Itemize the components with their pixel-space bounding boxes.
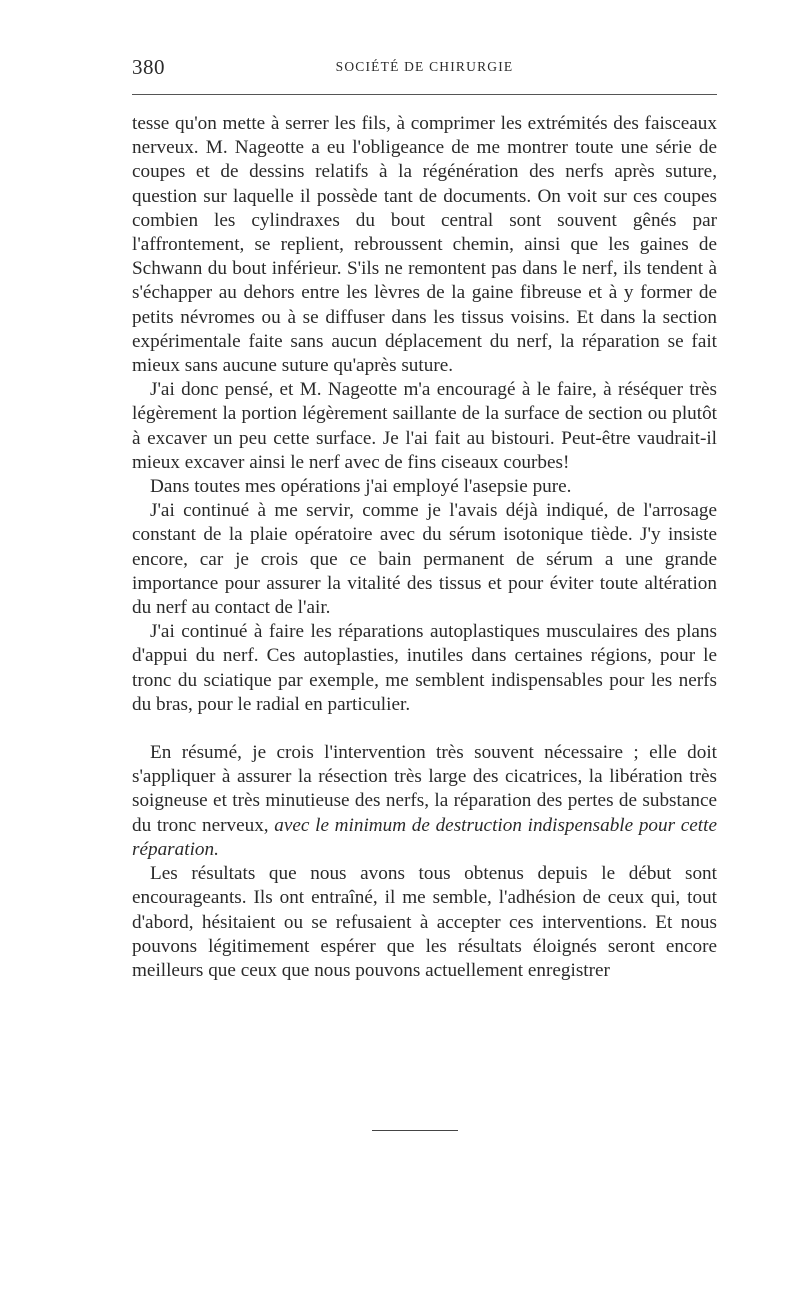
paragraph-6-italic: avec le minimum de destruction indispensable pour cette réparation.	[132, 814, 717, 860]
running-head: SOCIÉTÉ DE CHIRURGIE	[335, 59, 514, 74]
paragraph-4: J'ai continué à me servir, comme je l'avais déjà indiqué, de l'arrosage constant de la plaie opératoire avec du sérum isotonique tiède. J'y insiste encore, car je crois que ce bain permanent de sérum a une grande importance pour assurer la vitalité des tissus et pour éviter toute altération du nerf au contact de l'air.	[132, 500, 717, 619]
paragraph-6-text: En résumé, je crois l'intervention très souvent nécessaire ; elle doit s'appliquer à assurer la résection très large des cicatrices, la libération très soigneuse et très minutieuse des nerfs, la réparation des pertes de substance du tronc nerveux,	[132, 742, 717, 836]
paragraph-2: J'ai donc pensé, et M. Nageotte m'a encouragé à le faire, à réséquer très légèrement la portion légèrement saillante de la surface de section ou plutôt à excaver un peu cette surface. Je l'ai fait au bistouri. Peut-être vaudrait-il mieux excaver ainsi le nerf avec de fins ciseaux courbes!	[132, 379, 717, 473]
body-text	[132, 112, 717, 983]
document-page	[132, 52, 717, 1252]
paragraph-7: Les résultats que nous avons tous obtenus depuis le début sont encourageants. Ils ont entraîné, il me semble, l'adhésion de ceux qui, tout d'abord, hésitaient ou se refusaient à accepter ces interventions. Et nous pouvons légitimement espérer que les résultats éloignés seront encore meilleurs que ceux que nous pouvons actuellement enregistrer	[132, 863, 717, 981]
paragraph-5: J'ai continué à faire les réparations autoplastiques musculaires des plans d'appui du nerf. Ces autoplasties, inutiles dans certaines régions, pour le tronc du sciatique par exemple, me semblent indispensables pour les nerfs du bras, pour le radial en particulier.	[132, 621, 717, 715]
end-rule	[372, 1130, 458, 1131]
paragraph-3: Dans toutes mes opérations j'ai employé l'asepsie pure.	[150, 476, 572, 498]
paragraph-6	[132, 741, 717, 862]
paragraph-1: tesse qu'on mette à serrer les fils, à comprimer les extrémités des faisceaux nerveux. M. Nageotte a eu l'obligeance de me montrer toute une série de coupes et de dessins relatifs à la régénération des nerfs après suture, question sur laquelle il possède tant de documents. On voit sur ces coupes combien les cylindraxes du bout central sont souvent gênés par l'affrontement, se replient, rebroussent chemin, ainsi que les gaines de Schwann du bout inférieur. S'ils ne remontent pas dans le nerf, ils tendent à s'échapper au dehors entre les lèvres de la gaine fibreuse et à y former de petits névromes ou à se diffuser dans les tissus voisins. Et dans la section expérimentale faite sans aucun déplacement du nerf, la réparation se fait mieux sans aucune suture qu'après suture.	[132, 113, 717, 377]
header-rule	[132, 94, 717, 95]
page-number: 380	[132, 55, 165, 79]
page-header	[132, 52, 717, 82]
